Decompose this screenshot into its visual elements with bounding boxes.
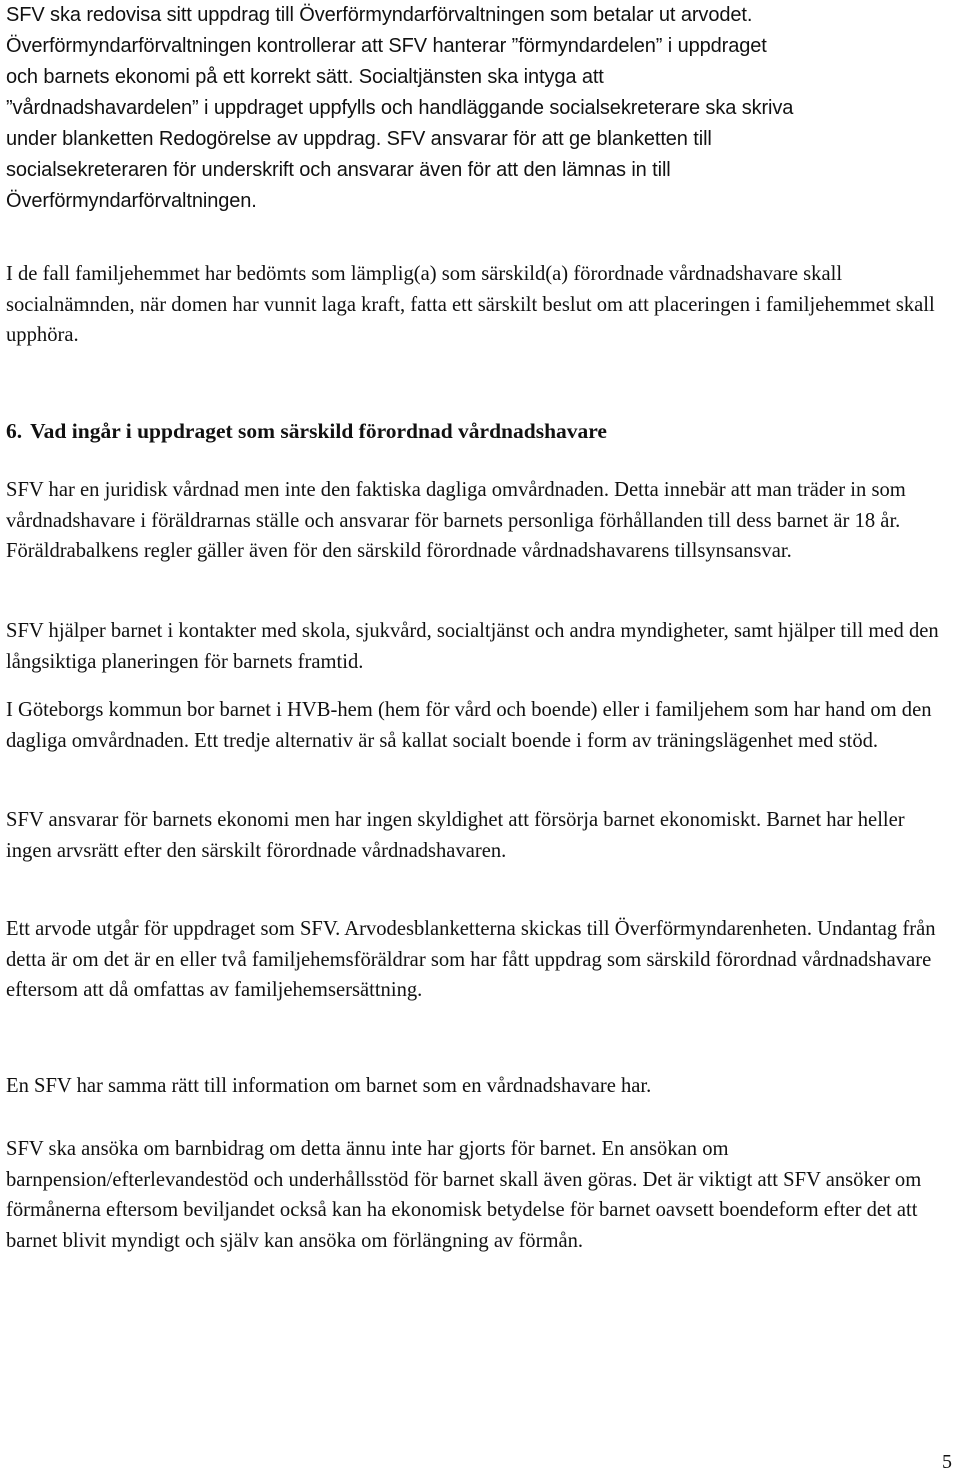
section-heading [6, 416, 607, 446]
paragraph-contacts: SFV hjälper barnet i kontakter med skola, sjukvård, socialtjänst och andra myndigheter, samt hjälper till med den långsiktiga planeringen för barnets framtid. [6, 620, 939, 673]
paragraph-line: Överförmyndarförvaltningen. [6, 190, 257, 212]
paragraph-line: under blanketten Redogörelse av uppdrag. SFV ansvarar för att ge blanketten till [6, 128, 712, 150]
paragraph-line: socialsekreteraren för underskrift och ansvarar även för att den lämnas in till [6, 159, 671, 181]
paragraph-line: och barnets ekonomi på ett korrekt sätt. Socialtjänsten ska intyga att [6, 66, 604, 88]
page-number: 5 [942, 1451, 952, 1473]
section-number: 6. [6, 419, 23, 443]
paragraph-family-home: I de fall familjehemmet har bedömts som lämplig(a) som särskild(a) förordnade vårdnadshavare skall socialnämnden, när domen har vunnit laga kraft, fatta ett särskilt beslut om att placeringen i familjehemmet skall upphöra. [6, 263, 935, 346]
paragraph-line: Överförmyndarförvaltningen kontrollerar att SFV hanterar ”förmyndardelen” i uppdraget [6, 35, 767, 57]
paragraph-information: En SFV har samma rätt till information om barnet som en vårdnadshavare har. [6, 1075, 652, 1097]
section-title: Vad ingår i uppdraget som särskild förordnad vårdnadshavare [30, 419, 607, 443]
paragraph-reporting [6, 0, 793, 217]
paragraph-benefits: SFV ska ansöka om barnbidrag om detta ännu inte har gjorts för barnet. En ansökan om barnpension/efterlevandestöd och underhållsstöd för barnet skall även göras. Det är viktigt att SFV ansöker om förmånerna eftersom beviljandet också kan ha ekonomisk betydelse för barnet oavsett boendeform efter det att barnet blivit myndigt och själv kan ansöka om förlängning av förmån. [6, 1138, 922, 1252]
paragraph-housing: I Göteborgs kommun bor barnet i HVB-hem (hem för vård och boende) eller i familjehem som har hand om den dagliga omvårdnaden. Ett tredje alternativ är så kallat socialt boende i form av träningslägenhet med stöd. [6, 699, 932, 752]
paragraph-line: SFV ska redovisa sitt uppdrag till Överförmyndarförvaltningen som betalar ut arvodet. [6, 4, 753, 26]
paragraph-legal-custody: SFV har en juridisk vårdnad men inte den faktiska dagliga omvårdnaden. Detta innebär att man träder in som vårdnadshavare i föräldrarnas ställe och ansvarar för barnets personliga förhållanden till dess barnet är 18 år. Föräldrabalkens regler gäller även för den särskild förordnade vårdnadshavarens tillsynsansvar. [6, 479, 906, 562]
paragraph-line: ”vårdnadshavardelen” i uppdraget uppfylls och handläggande socialsekreterare ska skriva [6, 97, 794, 119]
paragraph-fee: Ett arvode utgår för uppdraget som SFV. Arvodesblanketterna skickas till Överförmyndarenheten. Undantag från detta är om det är en eller två familjehemsföräldrar som har fått uppdrag som särskild förordnad vårdnadshavare eftersom att då omfattas av familjehemsersättning. [6, 918, 936, 1001]
paragraph-economy: SFV ansvarar för barnets ekonomi men har ingen skyldighet att försörja barnet ekonomiskt. Barnet har heller ingen arvsrätt efter den särskilt förordnade vårdnadshavaren. [6, 809, 905, 862]
